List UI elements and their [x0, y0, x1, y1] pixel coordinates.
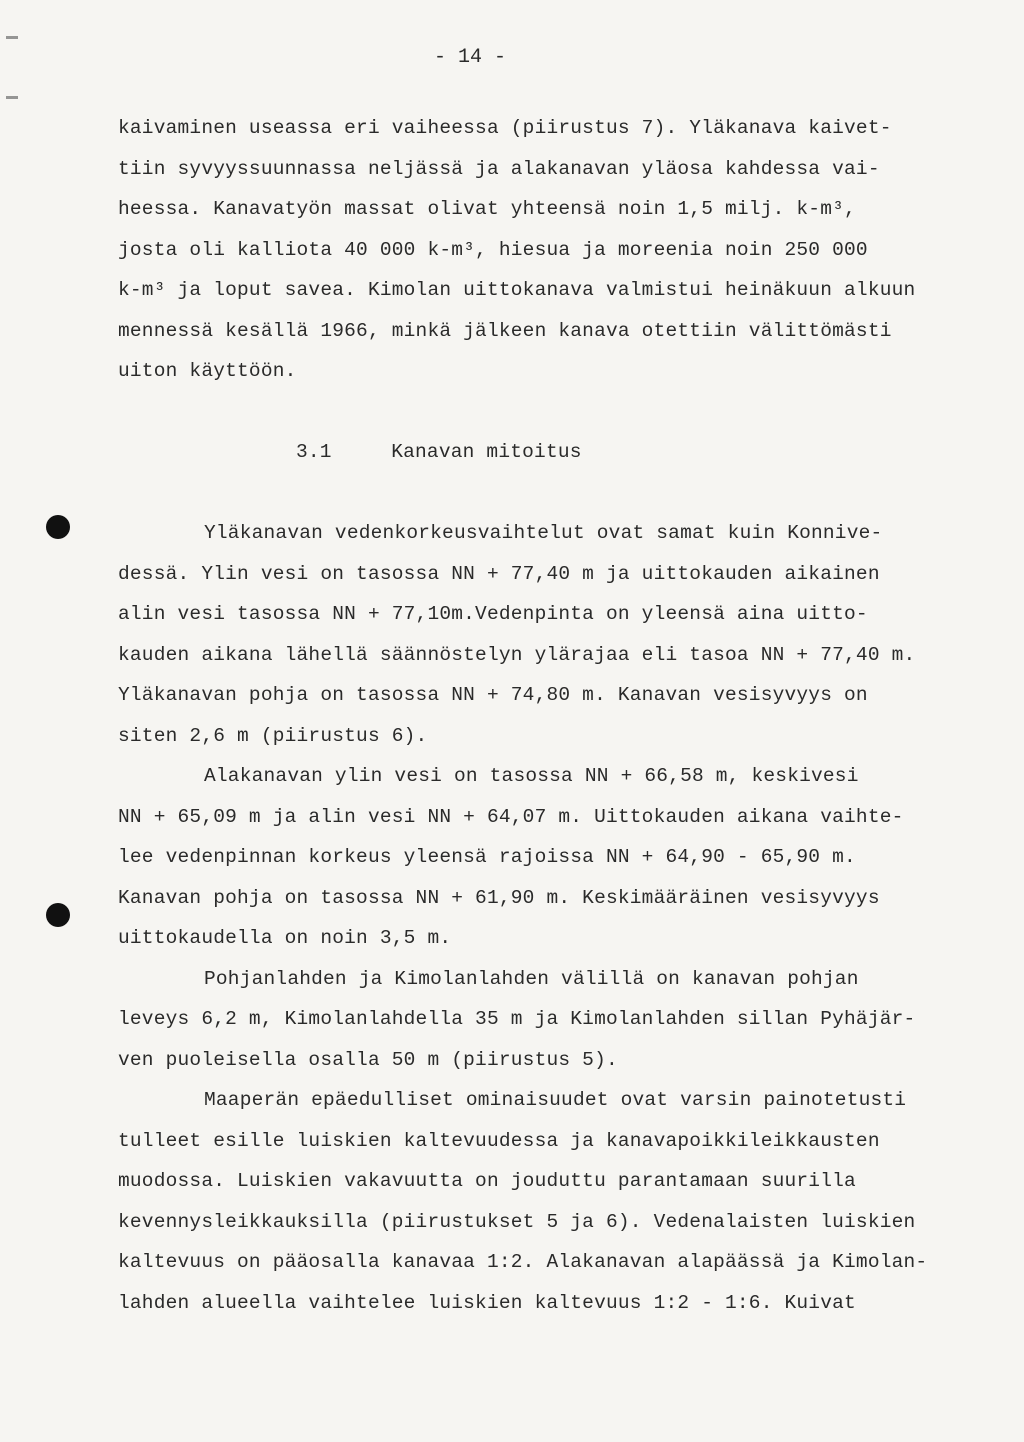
text-line: kauden aikana lähellä säännöstelyn ylärajaa eli tasoa NN + 77,40 m.	[118, 643, 916, 666]
paragraph-width	[118, 959, 978, 1081]
text-line: dessä. Ylin vesi on tasossa NN + 77,40 m ja uittokauden aikainen	[118, 562, 880, 585]
text-line: josta oli kalliota 40 000 k-m³, hiesua ja moreenia noin 250 000	[118, 238, 868, 261]
text-line: heessa. Kanavatyön massat olivat yhteensä noin 1,5 milj. k-m³,	[118, 198, 856, 220]
text-line: kevennysleikkauksilla (piirustukset 5 ja 6). Vedenalaisten luiskien	[118, 1210, 916, 1233]
paragraph-soil	[118, 1080, 978, 1323]
section-heading: 3.1 Kanavan mitoitus	[296, 441, 582, 463]
text-line: Yläkanavan pohja on tasossa NN + 74,80 m. Kanavan vesisyvyys on	[118, 684, 868, 706]
text-line: lahden alueella vaihtelee luiskien kaltevuus 1:2 - 1:6. Kuivat	[118, 1291, 856, 1314]
text-line: Yläkanavan vedenkorkeusvaihtelut ovat samat kuin Konnive-	[204, 522, 883, 544]
text-line: k-m³ ja loput savea. Kimolan uittokanava valmistui heinäkuun alkuun	[118, 279, 916, 301]
paragraph-lower-canal	[118, 756, 978, 959]
text-line: muodossa. Luiskien vakavuutta on jouduttu parantamaan suurilla	[118, 1170, 856, 1192]
text-line: ven puoleisella osalla 50 m (piirustus 5).	[118, 1048, 618, 1071]
text-line: mennessä kesällä 1966, minkä jälkeen kanava otettiin välittömästi	[118, 319, 892, 342]
text-line: siten 2,6 m (piirustus 6).	[118, 724, 428, 747]
text-line: uiton käyttöön.	[118, 360, 297, 382]
text-line: lee vedenpinnan korkeus yleensä rajoissa NN + 64,90 - 65,90 m.	[118, 846, 856, 868]
text-line: NN + 65,09 m ja alin vesi NN + 64,07 m. Uittokauden aikana vaihte-	[118, 805, 904, 828]
text-line: leveys 6,2 m, Kimolanlahdella 35 m ja Kimolanlahden sillan Pyhäjär-	[118, 1008, 916, 1030]
text-line: tiin syvyyssuunnassa neljässä ja alakanavan yläosa kahdessa vai-	[118, 157, 880, 180]
text-line: tulleet esille luiskien kaltevuudessa ja kanavapoikkileikkausten	[118, 1129, 880, 1152]
text-line: kaltevuus on pääosalla kanavaa 1:2. Alakanavan alapäässä ja Kimolan-	[118, 1251, 928, 1273]
text-line: uittokaudella on noin 3,5 m.	[118, 927, 452, 949]
paragraph-upper-canal	[118, 513, 978, 756]
text-line: Maaperän epäedulliset ominaisuudet ovat varsin painotetusti	[204, 1089, 907, 1111]
body-text	[118, 108, 978, 1323]
text-line: kaivaminen useassa eri vaiheessa (piirustus 7). Yläkanava kaivet-	[118, 117, 892, 139]
punch-hole	[46, 515, 70, 539]
page-number: - 14 -	[433, 46, 506, 69]
text-line: Kanavan pohja on tasossa NN + 61,90 m. Keskimääräinen vesisyvyys	[118, 886, 880, 909]
paragraph-intro	[118, 108, 978, 392]
scan-mark	[6, 36, 18, 39]
text-line: Alakanavan ylin vesi on tasossa NN + 66,58 m, keskivesi	[204, 765, 859, 787]
scan-mark	[6, 96, 18, 99]
text-line: Pohjanlahden ja Kimolanlahden välillä on kanavan pohjan	[204, 967, 859, 990]
punch-hole	[46, 903, 70, 927]
text-line: alin vesi tasossa NN + 77,10m.Vedenpinta on yleensä aina uitto-	[118, 603, 868, 625]
